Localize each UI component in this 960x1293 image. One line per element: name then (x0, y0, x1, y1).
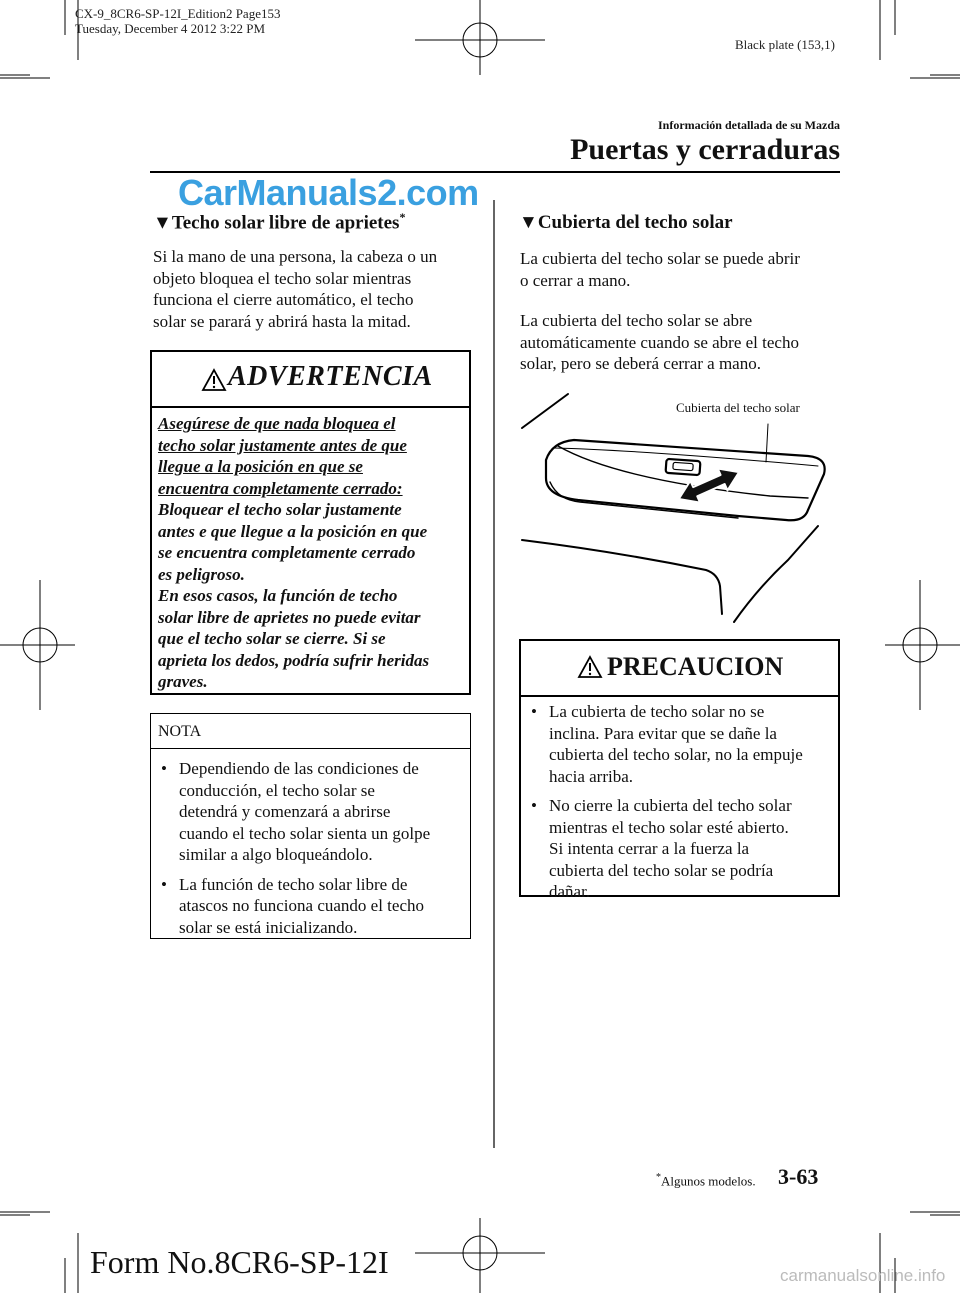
caution-title: PRECAUCION (607, 652, 784, 681)
text-line: atascos no funciona cuando el techo (179, 896, 424, 915)
warning-line: Bloquear el techo solar justamente (158, 500, 402, 519)
warning-body (158, 413, 468, 693)
left-paragraph (153, 246, 483, 332)
bullet-icon: • (161, 874, 167, 894)
carmanuals-watermark: CarManuals2.com (178, 172, 479, 213)
plate-label: Black plate (153,1) (735, 37, 835, 52)
triangle-marker-icon: ▼ (153, 212, 172, 234)
text-line: La cubierta del techo solar se abre (520, 311, 753, 330)
warning-triangle-icon (201, 368, 227, 392)
text-line: Si la mano de una persona, la cabeza o un (153, 247, 438, 266)
warning-line: es peligroso. (158, 564, 245, 584)
running-header-small: Información detallada de su Mazda (657, 118, 840, 132)
warning-title: ADVERTENCIA (228, 361, 433, 392)
warning-line: antes e que llegue a la posición en que (158, 521, 428, 541)
sunroof-cover-illustration (518, 388, 840, 624)
footer-note-text: Algunos modelos. (661, 1173, 756, 1189)
bullet-icon: • (531, 702, 537, 721)
text-line: La cubierta del techo solar se puede abrir (520, 249, 800, 268)
warning-box (150, 350, 471, 695)
caution-box (519, 639, 840, 901)
print-header-line2: Tuesday, December 4 2012 3:22 PM (75, 21, 266, 36)
running-header-title: Puertas y cerraduras (570, 133, 840, 166)
warning-line: Asegúrese de que nada bloquea el (158, 414, 396, 433)
text-line: detendrá y comenzará a abrirse (179, 802, 391, 821)
text-line: conducción, el techo solar se (179, 780, 375, 800)
right-section-title (519, 212, 733, 234)
note-box (150, 713, 471, 939)
text-line: dañar. (549, 882, 591, 901)
caution-header (521, 641, 838, 697)
text-line: automáticamente cuando se abre el techo (520, 332, 799, 352)
warning-line: que el techo solar se cierre. Si se (158, 629, 386, 648)
text-line: Dependiendo de las condiciones de (179, 759, 419, 778)
print-header-line1: CX-9_8CR6-SP-12I_Edition2 Page153 (75, 6, 281, 21)
right-paragraph-2 (520, 310, 850, 375)
text-line: cubierta del techo solar, no la empuje (549, 745, 803, 764)
text-line: cubierta del techo solar se podría (549, 860, 774, 880)
text-line: cuando el techo solar sienta un golpe (179, 823, 431, 843)
form-number: Form No.8CR6-SP-12I (90, 1244, 389, 1280)
right-paragraph-1 (520, 248, 850, 291)
carmanualsonline-watermark: carmanualsonline.info (780, 1266, 946, 1285)
warning-line: aprieta los dedos, podría sufrir heridas (158, 650, 430, 670)
text-line: La función de techo solar libre de (179, 874, 408, 894)
bullet-icon: • (531, 796, 537, 815)
left-section-title-text: Techo solar libre de aprietes (171, 212, 400, 234)
text-line: inclina. Para evitar que se dañe la (549, 723, 777, 743)
text-line: objeto bloquea el techo solar mientras (153, 268, 412, 288)
left-section-title (153, 210, 405, 234)
warning-line: llegue a la posición en que se (158, 457, 363, 476)
text-line: mientras el techo solar esté abierto. (549, 817, 789, 837)
figure-label: Cubierta del techo solar (676, 400, 800, 415)
warning-line: techo solar justamente antes de que (158, 435, 407, 455)
text-line: solar se está inicializando. (179, 917, 358, 937)
text-line: o cerrar a mano. (520, 270, 631, 290)
right-section-title-text: Cubierta del techo solar (537, 212, 733, 233)
warning-line: encuentra completamente cerrado: (158, 478, 403, 498)
text-line: funciona el cierre automático, el techo (153, 290, 414, 309)
note-bullet (151, 758, 469, 866)
warning-line: solar libre de aprietes no puede evitar (158, 607, 421, 627)
note-body (151, 758, 469, 938)
page-number: 3-63 (778, 1164, 819, 1189)
note-header (151, 714, 470, 749)
asterisk-icon: * (399, 210, 406, 224)
note-title: NOTA (158, 723, 202, 740)
warning-header (152, 352, 469, 408)
triangle-marker-icon: ▼ (519, 212, 538, 233)
warning-line: En esos casos, la función de techo (158, 586, 398, 605)
caution-bullet (521, 795, 839, 903)
text-line: solar se parará y abrirá hasta la mitad. (153, 311, 411, 331)
footer-note (656, 1172, 756, 1189)
warning-line: graves. (158, 672, 208, 691)
text-line: No cierre la cubierta del techo solar (549, 796, 792, 815)
caution-bullet (521, 701, 839, 787)
text-line: hacia arriba. (549, 766, 633, 786)
warning-triangle-icon (577, 655, 603, 679)
text-line: La cubierta de techo solar no se (549, 702, 765, 721)
text-line: solar, pero se deberá cerrar a mano. (520, 354, 761, 373)
note-bullet (151, 874, 469, 939)
asterisk-icon: * (656, 1172, 661, 1183)
bullet-icon: • (161, 759, 167, 778)
caution-body (521, 701, 839, 903)
text-line: Si intenta cerrar a la fuerza la (549, 839, 750, 858)
warning-line: se encuentra completamente cerrado (158, 543, 416, 562)
text-line: similar a algo bloqueándolo. (179, 845, 373, 864)
